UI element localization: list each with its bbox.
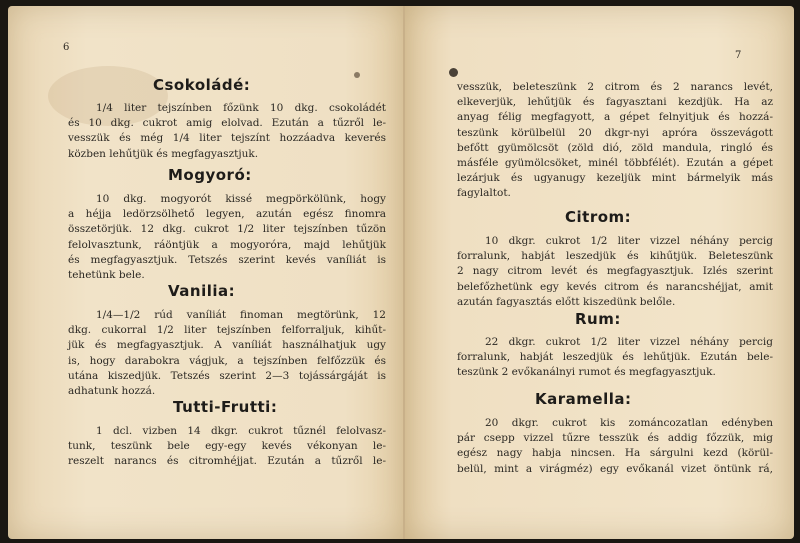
open-booklet [8, 6, 794, 539]
text-line: belefőzhetünk egy kevés citrom és narancshéjjat, amit [457, 280, 773, 293]
ink-spot [449, 68, 458, 77]
text-line: 1/4—1/2 rúd vaníliát finoman megtörünk, 12 [96, 309, 386, 321]
text-line: reszelt narancs és citromhéjjat. Ezután a tűzről le- [68, 455, 386, 468]
text-line: jük és megfagyasztjuk. A vaníliát használhatjuk ugy [68, 339, 386, 352]
text-line: összetörjük. 12 dkg. cukrot 1/2 liter tejszínben tűzön [68, 223, 386, 236]
text-line: a héjja ledörzsölhető legyen, azután egész finomra [68, 208, 386, 221]
heading-citrom: Citrom: [565, 208, 632, 226]
text-line: tunk, teszünk bele egy-egy kevés vékonyan le- [68, 440, 386, 453]
text-line: utána kiszedjük. Tetszés szerint 2—3 tojássárgáját is [68, 369, 386, 382]
text-line: 1/4 liter tejszínben főzünk 10 dkg. csokoládét [96, 102, 386, 114]
text-line: teszünk körülbelül 20 dkgr-nyi apróra összevágott [457, 126, 773, 139]
right-page [405, 6, 794, 539]
paragraph-karamella [457, 416, 773, 477]
text-line: elkeverjük, lehűtjük és fagyasztani kezdjük. Ha az [457, 96, 773, 109]
text-line: másféle gyümölcsöket, minél többfélét). Ezután a gépet [457, 157, 773, 170]
text-line: fagylaltot. [457, 187, 511, 200]
text-line: 10 dkg. mogyorót kissé megpörkölünk, hogy [96, 193, 386, 205]
paragraph-rum [457, 335, 773, 381]
text-line: lezárjuk és ugyanugy kezeljük mint bármelyik más [457, 172, 773, 185]
text-line: felolvasztunk, ráöntjük a mogyoróra, majd lehűtjük [68, 238, 386, 251]
text-line: azután fagyasztás előtt kiszedünk belőle. [457, 295, 676, 308]
paper-blemish [354, 72, 360, 78]
paragraph-csokolade [68, 101, 386, 162]
text-line: 22 dkgr. cukrot 1/2 liter vizzel néhány percig [485, 336, 773, 348]
text-line: és 10 dkg. cukrot amig elolvad. Ezután a tűzről le- [68, 117, 386, 130]
text-line: adhatunk hozzá. [68, 385, 156, 398]
left-page [8, 6, 404, 539]
heading-mogyoro: Mogyoró: [168, 166, 252, 184]
paragraph-mogyoro [68, 192, 386, 283]
text-line: pár csepp vizzel tűzre tesszük és addig főzzük, mig [457, 432, 773, 445]
text-line: közben lehűtjük és megfagyasztjuk. [68, 147, 259, 160]
paragraph-vanilia [68, 308, 386, 399]
heading-csokolade: Csokoládé: [153, 76, 251, 94]
text-line: 1 dcl. vizben 14 dkgr. cukrot tűznél felolvasz- [96, 425, 386, 437]
text-line: 2 nagy citrom levét és megfagyasztjuk. Izlés szerint [457, 265, 773, 278]
paragraph-tutti-frutti [68, 424, 386, 470]
text-line: forralunk, habját leszedjük és lehűtjük. Ezután bele- [457, 351, 773, 364]
text-line: befőtt gyümölcsöt (zöld dió, zöld mandula, ringló és [457, 141, 773, 154]
paragraph-citrom [457, 234, 773, 310]
text-line: is, hogy darabokra vágjuk, a tejszínben felfőzzük és [68, 354, 386, 367]
text-line: 10 dkgr. cukrot 1/2 liter vizzel néhány percig [485, 235, 773, 247]
text-line: 20 dkgr. cukrot kis zománcozatlan edényben [485, 417, 773, 429]
text-line: forralunk, habját leszedjük és kihűtjük. Beleteszünk [457, 250, 773, 263]
page-number-left: 6 [63, 42, 70, 53]
text-line: teszünk 2 evőkanálnyi rumot és megfagyasztjuk. [457, 366, 716, 379]
heading-karamella: Karamella: [535, 390, 632, 408]
heading-tutti-frutti: Tutti-Frutti: [173, 398, 278, 416]
paragraph-continuation [457, 80, 773, 202]
page-number-right: 7 [735, 50, 742, 61]
text-line: vesszük és még 1/4 liter tejszínt hozzáadva keverés [68, 132, 386, 145]
text-line: egész nagy habja nincsen. Ha sárgulni kezd (körül- [457, 447, 773, 460]
text-line: anyag félig megfagyott, a gépet felnyitjuk és hozzá- [457, 111, 773, 124]
text-line: tehetünk bele. [68, 269, 145, 282]
text-line: dkg. cukorral 1/2 liter tejszínben felforraljuk, kihűt- [68, 324, 386, 337]
heading-rum: Rum: [575, 310, 621, 328]
heading-vanilia: Vanilia: [168, 282, 236, 300]
text-line: és megfagyasztjuk. Tetszés szerint kevés vaníliát is [68, 253, 386, 266]
text-line: belül, mint a virágméz) egy evőkanál vizet öntünk rá, [457, 462, 773, 475]
text-line: vesszük, beleteszünk 2 citrom és 2 narancs levét, [457, 81, 773, 93]
